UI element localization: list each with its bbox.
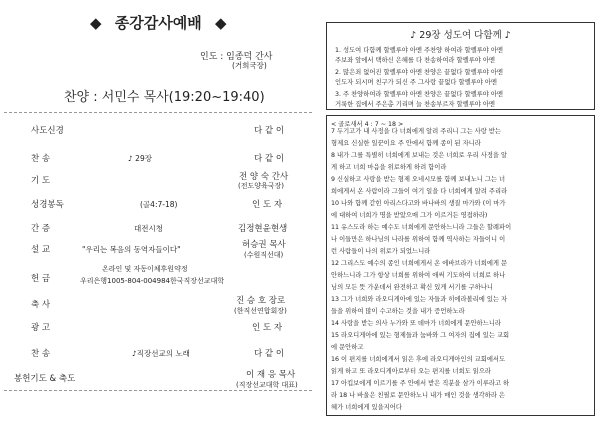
leader-title: (거희국장) bbox=[232, 61, 267, 70]
order-person: 진 승 호 장로 bbox=[236, 296, 286, 306]
scripture-line: 15 라오디게아에 있는 형제들과 눔바와 그 여자의 집에 있는 교회 bbox=[331, 332, 510, 339]
scripture-line: 13 그가 너희와 라오디게아에 있는 자들과 히에라볼리에 있는 자 bbox=[331, 296, 508, 303]
order-label: 찬 송 bbox=[31, 154, 51, 164]
order-person-role: (전도양육국장) bbox=[238, 182, 285, 190]
scripture-line: 16 이 편지를 너희에게서 읽은 후에 라오디게아인의 교회에서도 bbox=[331, 356, 506, 363]
order-label: 사도신경 bbox=[31, 126, 64, 136]
hymn-number: ♪ 29장 bbox=[128, 154, 152, 163]
order-person: 이 재 응 목사 bbox=[246, 370, 296, 380]
order-label: 찬 송 bbox=[31, 349, 51, 359]
order-person-role: (직장선교대학 대표) bbox=[236, 381, 298, 389]
service-title bbox=[86, 12, 231, 33]
hymn-line: 2. 많은죄 없어진 할렐루야 아멘 찬양은 끝없다 할렐루야 아멘 bbox=[335, 69, 504, 76]
order-label: 헌 금 bbox=[31, 274, 51, 284]
leader-line: 인도 : 임종덕 간사 bbox=[200, 52, 273, 62]
offering-note: 온라인 및 자동이체후원약정 bbox=[102, 265, 188, 273]
scripture-line: 8 내가 그를 특별히 너희에게 보내는 것은 너희로 우리 사정을 알 bbox=[331, 152, 508, 159]
hymn-line: 주보좌 앞에서 택하신 은혜를 다 찬송하여라 할렐루야 아멘 bbox=[335, 57, 495, 64]
scripture-line: 나 이들만은 하나님의 나라를 위하여 함께 역사하는 자들이니 이 bbox=[331, 236, 506, 243]
order-person: 인 도 자 bbox=[252, 323, 283, 333]
closing-hymn: ♪직장선교의 노래 bbox=[132, 349, 190, 358]
divider bbox=[4, 390, 312, 391]
scripture-line: 11 유스도라 하는 예수도 너희에게 문안하느니라 그들은 할례파이 bbox=[331, 224, 512, 231]
hymn-line: 1. 성도여 다함께 할렐루야 아멘 주찬양 하여라 할렐루야 아멘 bbox=[335, 47, 504, 54]
diamond-icon: ◆ bbox=[90, 14, 102, 32]
scripture-line: 읽게 하고 또 라오디게아로부터 오는 편지를 너희도 읽으라 bbox=[331, 368, 491, 375]
service-title-text: 종강감사예배 bbox=[114, 14, 202, 32]
order-person-role: (한직선연합회장) bbox=[234, 307, 287, 315]
hymn-title: ♪ 29장 성도여 다함께 ♪ bbox=[410, 30, 511, 41]
order-label: 성경봉독 bbox=[31, 200, 64, 210]
scripture-line: 안하느니라 그가 항상 너희를 위하여 애써 기도하여 너희로 하나 bbox=[331, 272, 506, 279]
scripture-line: 9 신실하고 사랑을 받는 형제 오네시모를 함께 보내노니 그는 너 bbox=[331, 176, 506, 183]
order-person: 다 같 이 bbox=[254, 349, 285, 359]
hymn-lyrics-box bbox=[326, 22, 595, 110]
praise-leader: 찬양 : 서민수 목사(19:20~19:40) bbox=[64, 90, 265, 105]
scripture-line: 10 나와 함께 갇힌 아리스다고와 바나바의 생질 마가와 (이 마가 bbox=[331, 200, 506, 207]
scripture-line: 14 사랑을 받는 의사 누가와 또 데마가 너희에게 문안하느니라 bbox=[331, 320, 502, 327]
scripture-line: 라 18 나 바울은 친필로 문안하노니 내가 매인 것을 생각하라 은 bbox=[331, 392, 506, 399]
testimony-org: 대전시청 bbox=[134, 224, 163, 233]
scripture-line: 에 대하여 너희가 명을 받았으매 그가 이르거든 영접하라) bbox=[331, 212, 488, 219]
hymn-line: 인도자 되시며 친구가 되신 주 그사랑 끝없다 할렐루야 아멘 bbox=[335, 79, 497, 86]
divider bbox=[4, 112, 312, 113]
scripture-line: 런 사람들이 나의 위로가 되었느니라 bbox=[331, 248, 431, 255]
scripture-line: 혜가 너희에게 있을지어다 bbox=[331, 404, 402, 411]
scripture-header: < 골로새서 4 : 7 ~ 18 > bbox=[331, 121, 404, 128]
hymn-line: 거룩한 집에서 주은총 기리며 늘 찬송부르자 할렐루야 아멘 bbox=[335, 101, 495, 108]
hymn-line: 3. 주 찬양하여라 할렐루야 아멘 찬양은 끝없다 할렐루야 아멘 bbox=[335, 91, 504, 98]
order-person: 전 양 숙 간사 bbox=[239, 172, 289, 182]
order-person: 김정현윤현생 bbox=[238, 224, 288, 234]
order-person: 허승권 목사 bbox=[242, 240, 286, 250]
scripture-line: 희에게서 온 사람이라 그들이 여기 일을 다 너희에게 알려 주리라 bbox=[331, 188, 508, 195]
order-person-role: (수원직선대) bbox=[244, 251, 284, 259]
scripture-line: 형제요 신실한 일꾼이요 주 안에서 함께 종이 된 자니라 bbox=[331, 140, 481, 147]
scripture-line: 게 하고 너희 마음을 위로하게 하려 함이라 bbox=[331, 164, 447, 171]
scripture-line: 들을 위하여 많이 수고하는 것을 내가 증언하노라 bbox=[331, 308, 465, 315]
scripture-line: 17 아킵보에게 이르기를 주 안에서 받은 직분을 삼가 이루라고 하 bbox=[331, 380, 510, 387]
scripture-reference: (골4:7-18) bbox=[140, 200, 178, 209]
order-person: 다 같 이 bbox=[254, 154, 285, 164]
order-label: 봉헌기도 & 축도 bbox=[14, 374, 76, 384]
offering-account: 우리은행1005-804-004984한국직장선교대학 bbox=[80, 277, 225, 285]
sermon-title: "우리는 복음의 동역자들이다" bbox=[82, 245, 181, 254]
scripture-box bbox=[326, 115, 595, 416]
order-person: 인 도 자 bbox=[252, 200, 283, 210]
scripture-line: 7 두기고가 내 사정을 다 너희에게 알려 주리니 그는 사랑 받는 bbox=[331, 128, 502, 135]
order-person: 다 같 이 bbox=[254, 126, 285, 136]
scripture-line: 님의 모든 뜻 가운데서 완전하고 확신 있게 서기를 구하나니 bbox=[331, 284, 493, 291]
scripture-line: 12 그리스도 예수의 종인 너희에게서 온 에바브라가 너희에게 문 bbox=[331, 260, 508, 267]
order-label: 간 증 bbox=[31, 224, 51, 234]
scripture-line: 에 문안하고 bbox=[331, 344, 364, 351]
diamond-icon: ◆ bbox=[214, 14, 227, 32]
order-label: 축 사 bbox=[31, 300, 51, 310]
order-label: 설 교 bbox=[31, 245, 51, 255]
order-label: 광 고 bbox=[31, 323, 51, 333]
order-label: 기 도 bbox=[31, 176, 51, 186]
